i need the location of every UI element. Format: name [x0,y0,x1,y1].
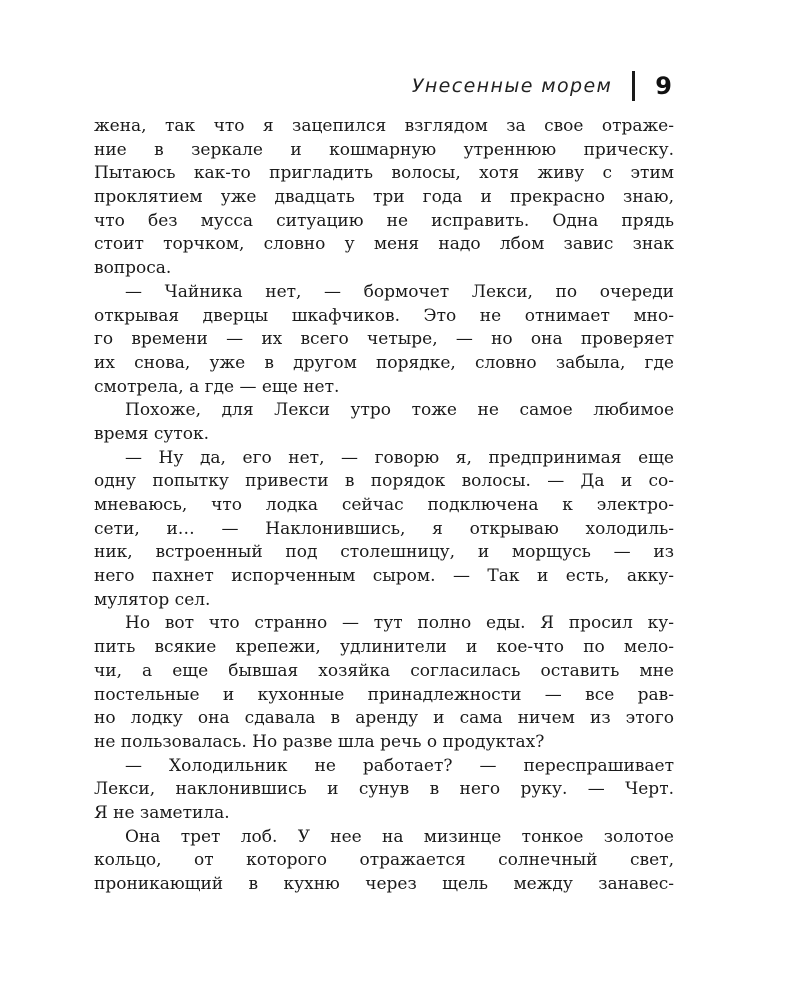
text-line: вопроса. [94,258,172,279]
page-number: 9 [655,72,672,100]
text-line: ник, встроенный под столешницу, и морщусь — из [94,542,674,563]
text-line: стоит торчком, словно у меня надо лбом завис знак [94,234,674,255]
text-line: Пытаюсь как-то пригладить волосы, хотя живу с этим [94,163,674,184]
text-line: что без мусса ситуацию не исправить. Одна прядь [94,210,674,231]
text-line: него пахнет испорченным сыром. — Так и есть, акку- [94,566,674,587]
text-line: — Холодильник не работает? — переспрашивает [125,755,674,776]
text-line: проникающий в кухню через щель между занавес- [94,874,674,894]
text-line: не пользовалась. Но разве шла речь о продуктах? [94,731,545,752]
text-line: время суток. [94,423,210,444]
text-line: Похоже, для Лекси утро тоже не самое любимое [125,400,674,421]
text-line: мулятор сел. [94,589,211,610]
text-line: одну попытку привести в порядок волосы. — Да и со- [94,471,674,492]
text-line: но лодку она сдавала в аренду и сама ничем из этого [94,708,674,729]
book-title: Унесенные морем [411,75,613,97]
text-line: их снова, уже в другом порядке, словно забыла, где [94,352,674,373]
header-divider [632,71,635,101]
text-line: Она трет лоб. У нее на мизинце тонкое золотое [125,826,674,847]
text-line: ние в зеркале и кошмарную утреннюю прическу. [94,139,674,160]
text-line: открывая дверцы шкафчиков. Это не отнимает мно- [94,305,674,326]
text-line: сети, и… — Наклонившись, я открываю холодиль- [94,518,674,539]
text-line: — Чайника нет, — бормочет Лекси, по очереди [125,281,674,302]
text-line: Я не заметила. [94,802,230,823]
text-line: — Ну да, его нет, — говорю я, предпринимая еще [125,447,674,468]
text-line: жена, так что я зацепился взглядом за свое отраже- [94,116,674,136]
text-line: чи, а еще бывшая хозяйка согласилась оставить мне [94,660,674,681]
text-line: постельные и кухонные принадлежности — все рав- [94,684,674,705]
text-line: мневаюсь, что лодка сейчас подключена к электро- [94,495,674,515]
text-line: Но вот что странно — тут полно еды. Я просил ку- [125,613,674,634]
body-text [94,115,674,897]
text-line: смотрела, а где — еще нет. [94,376,340,397]
text-line: го времени — их всего четыре, — но она проверяет [94,329,674,350]
running-head [412,66,672,106]
text-line: Лекси, наклонившись и сунув в него руку. — Черт. [94,779,674,800]
text-line: пить всякие крепежи, удлинители и кое-что по мело- [94,637,674,658]
text-line: кольцо, от которого отражается солнечный свет, [94,850,674,871]
text-line: проклятием уже двадцать три года и прекрасно знаю, [94,187,674,208]
